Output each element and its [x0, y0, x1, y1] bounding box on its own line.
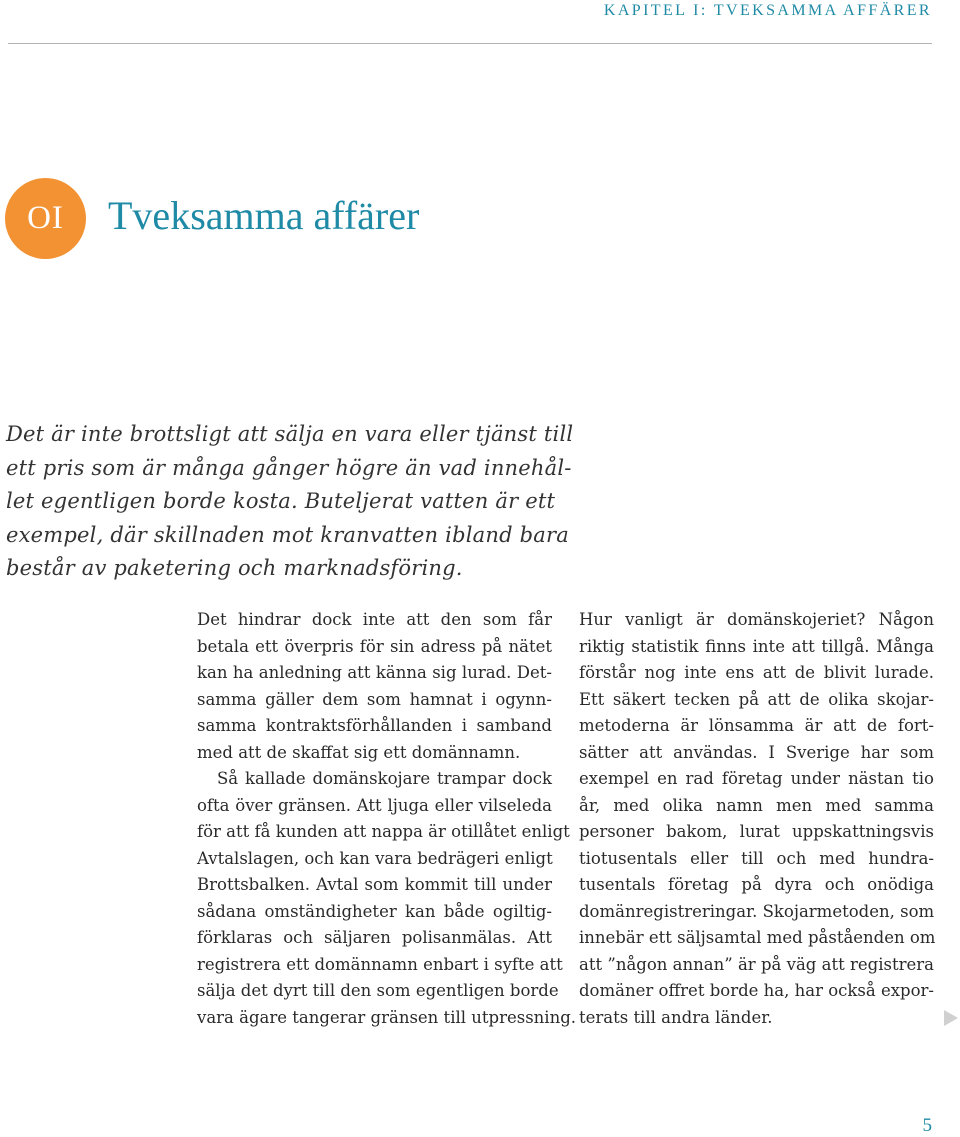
- body-line: förstår nog inte ens att de blivit lurade.: [579, 663, 934, 682]
- body-line: för att få kunden att nappa är otillåtet enligt: [197, 822, 570, 841]
- body-line: med att de skaffat sig ett domännamn.: [197, 742, 521, 762]
- running-head: KAPITEL I: TVEKSAMMA AFFÄRER: [603, 2, 932, 19]
- body-line: tusentals företag på dyra och onödiga: [579, 875, 934, 894]
- body-line: år, med olika namn men med samma: [579, 795, 934, 815]
- body-line: Ett säkert tecken på att de olika skojar-: [579, 689, 934, 709]
- body-line: Det hindrar dock inte att den som får: [197, 610, 552, 629]
- body-line: förklaras och säljaren polisanmälas. Att: [197, 928, 552, 947]
- page-number: 5: [922, 1115, 932, 1136]
- body-column-left: [197, 607, 577, 1031]
- body-line: registrera ett domännamn enbart i syfte att: [197, 954, 563, 974]
- body-line: domäner offret borde ha, har också expor-: [579, 981, 934, 1000]
- body-line: Brottsbalken. Avtal som kommit till under: [197, 875, 552, 894]
- continue-arrow-icon: [944, 1010, 958, 1026]
- body-column-right: [579, 607, 934, 1031]
- body-line: Hur vanligt är domänskojeriet? Någon: [579, 610, 934, 629]
- body-line: terats till andra länder.: [579, 1007, 773, 1027]
- body-line: tiotusentals eller till och med hundra-: [579, 848, 934, 868]
- body-line: vara ägare tangerar gränsen till utpressning.: [197, 1007, 577, 1027]
- body-line: samma gäller dem som hamnat i ogynn-: [197, 689, 552, 709]
- body-line: personer bakom, lurat uppskattningsvis: [579, 822, 934, 841]
- ingress-line: let egentligen borde kosta. Buteljerat vatten är ett: [6, 489, 556, 513]
- body-line: sådana omständigheter kan både ogiltig-: [197, 901, 552, 921]
- body-line: sälja det dyrt till den som egentligen borde: [197, 981, 559, 1000]
- body-line: riktig statistik finns inte att tillgå. Många: [579, 636, 934, 656]
- body-paragraph: [197, 766, 577, 1031]
- ingress-line: ett pris som är många gånger högre än vad innehål-: [6, 455, 572, 480]
- ingress-line: Det är inte brottsligt att sälja en vara eller tjänst till: [6, 422, 574, 446]
- body-line: Avtalslagen, och kan vara bedrägeri enligt: [197, 848, 553, 868]
- body-line: betala ett överpris för sin adress på nätet: [197, 636, 552, 656]
- body-line: metoderna är lönsamma är att de fort-: [579, 716, 934, 735]
- body-line: Så kallade domänskojare trampar dock: [217, 769, 552, 788]
- body-line: samma kontraktsförhållanden i samband: [197, 716, 552, 735]
- body-line: ofta över gränsen. Att ljuga eller vilseleda: [197, 795, 552, 815]
- body-line: exempel en rad företag under nästan tio: [579, 769, 934, 788]
- body-line: innebär ett säljsamtal med påståenden om: [579, 928, 936, 947]
- body-line: domänregistreringar. Skojarmetoden, som: [579, 901, 935, 921]
- body-line: att ”någon annan” är på väg att registrera: [579, 954, 934, 974]
- chapter-title: Tveksamma affärer: [108, 193, 420, 238]
- body-paragraph: [579, 607, 934, 1031]
- header-divider: [8, 43, 932, 44]
- body-paragraph: [197, 607, 552, 766]
- ingress-line: exempel, där skillnaden mot kranvatten ibland bara: [6, 522, 569, 547]
- body-line: sätter att användas. I Sverige har som: [579, 742, 934, 762]
- chapter-number-badge: OI: [5, 178, 86, 259]
- body-line: kan ha anledning att känna sig lurad. Det-: [197, 663, 552, 682]
- ingress-paragraph: [6, 418, 574, 586]
- ingress-line: består av paketering och marknadsföring.: [6, 556, 463, 580]
